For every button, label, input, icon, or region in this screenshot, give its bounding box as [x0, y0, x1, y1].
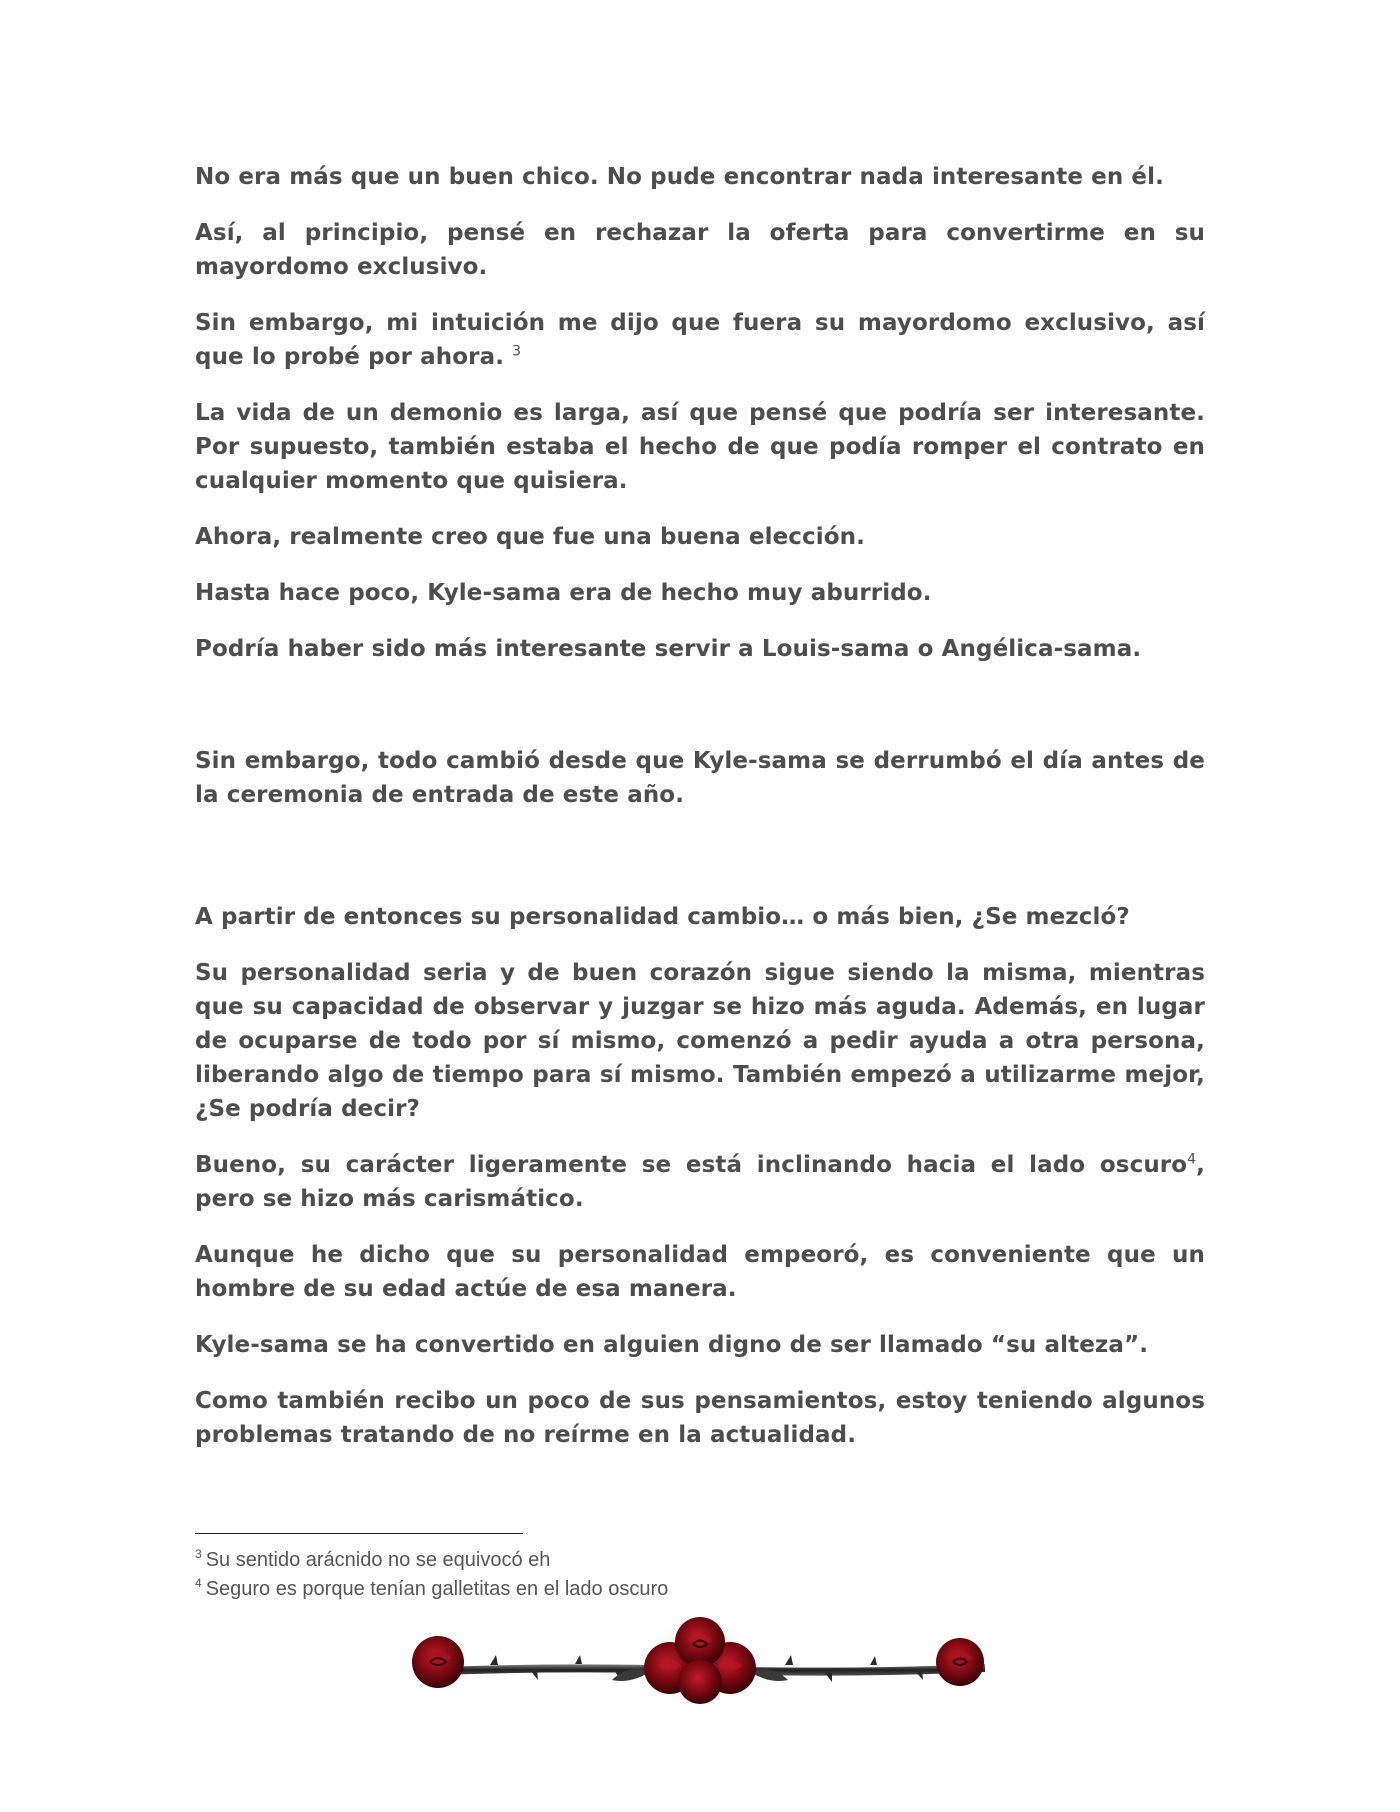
paragraph-6: Hasta hace poco, Kyle-sama era de hecho muy aburrido. [195, 580, 932, 606]
footnote-3 [195, 1546, 1095, 1575]
footnote-number: 3 [195, 1547, 202, 1562]
paragraph-3 [195, 306, 1205, 374]
paragraph-9: A partir de entonces su personalidad cambio… o más bien, ¿Se mezcló? [195, 904, 1130, 930]
paragraph-4: La vida de un demonio es larga, así que pensé que podría ser interesante. Por supuesto, también estaba el hecho de que podía romper el contrato en cualquier momento que quisiera. [195, 400, 1205, 494]
paragraph-7: Podría haber sido más interesante servir a Louis-sama o Angélica-sama. [195, 636, 1142, 662]
paragraph-11-text-a: Bueno, su carácter ligeramente se está inclinando hacia el lado oscuro [195, 1152, 1188, 1178]
paragraph-1: No era más que un buen chico. No pude encontrar nada interesante en él. [195, 164, 1164, 190]
footnotes [195, 1546, 1095, 1604]
rose-branch-divider-icon [400, 1610, 1000, 1720]
paragraph-11-text-b: , pero se hizo más carismático. [195, 1152, 1205, 1212]
body-text [195, 160, 1205, 1474]
paragraph-8: Sin embargo, todo cambió desde que Kyle-sama se derrumbó el día antes de la ceremonia de entrada de este año. [195, 748, 1205, 808]
paragraph-10: Su personalidad seria y de buen corazón sigue siendo la misma, mientras que su capacidad de observar y juzgar se hizo más aguda. Además, en lugar de ocuparse de todo por sí mismo, comenzó a pedir ayuda a otra persona, liberando algo de tiempo para sí mismo. También empezó a utilizarme mejor, ¿Se podría decir? [195, 960, 1205, 1122]
footnote-ref-3[interactable]: 3 [512, 343, 522, 360]
footnote-number: 4 [195, 1576, 202, 1591]
footnote-4 [195, 1575, 1095, 1604]
footnote-separator [195, 1533, 523, 1534]
paragraph-2: Así, al principio, pensé en rechazar la oferta para convertirme en su mayordomo exclusivo. [195, 220, 1205, 280]
footnote-text: Su sentido arácnido no se equivocó eh [205, 1549, 551, 1571]
footnote-text: Seguro es porque tenían galletitas en el lado oscuro [205, 1578, 669, 1600]
paragraph-3-text: Sin embargo, mi intuición me dijo que fuera su mayordomo exclusivo, así que lo probé por ahora. [195, 310, 1205, 370]
paragraph-14: Como también recibo un poco de sus pensamientos, estoy teniendo algunos problemas tratando de no reírme en la actualidad. [195, 1388, 1205, 1448]
paragraph-11 [195, 1148, 1205, 1216]
paragraph-13: Kyle-sama se ha convertido en alguien digno de ser llamado “su alteza”. [195, 1332, 1149, 1358]
paragraph-12: Aunque he dicho que su personalidad empeoró, es conveniente que un hombre de su edad actúe de esa manera. [195, 1242, 1205, 1302]
paragraph-5: Ahora, realmente creo que fue una buena elección. [195, 524, 865, 550]
footnote-ref-4[interactable]: 4 [1187, 1151, 1197, 1168]
